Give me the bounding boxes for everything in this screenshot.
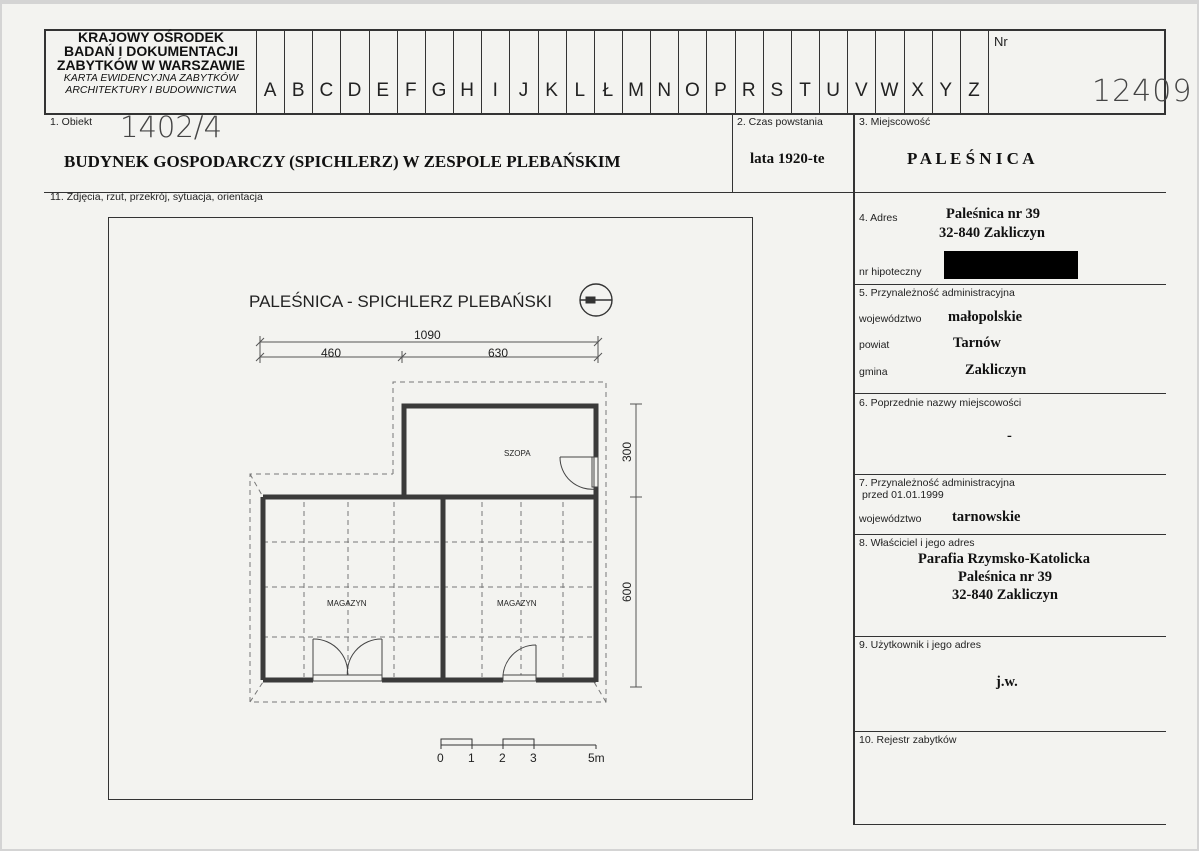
drawing-title: PALEŚNICA - SPICHLERZ PLEBAŃSKI (249, 292, 552, 311)
hipoteczny-label: nr hipoteczny (859, 266, 922, 278)
przed-date-label: przed 01.01.1999 (862, 489, 944, 501)
dim-top: 300 (620, 441, 634, 462)
scale-label-5m: 5m (588, 751, 605, 765)
dim-bottom: 600 (620, 581, 634, 602)
wlasciciel-line-1: Parafia Rzymsko-Katolicka (918, 551, 1090, 567)
letter-g: G (431, 80, 447, 101)
dim-left: 460 (321, 346, 342, 360)
row-divider (853, 824, 1166, 825)
letter-i: I (492, 80, 498, 101)
redaction-box (944, 251, 1078, 279)
letter-u: U (826, 80, 840, 101)
row-divider (853, 534, 1166, 535)
letter-d: D (347, 80, 362, 101)
record-card (2, 4, 1197, 849)
room-magazyn-2: MAGAZYN (497, 599, 537, 608)
zdjecia-label: 11. Zdjęcia, rzut, przekrój, sytuacja, orientacja (50, 191, 263, 203)
roof-outline (250, 382, 606, 702)
letter-r: R (741, 80, 756, 101)
wojewodztwo-label: województwo (859, 313, 922, 325)
letter-w: W (880, 80, 899, 101)
letter-h: H (460, 80, 474, 101)
letter-p: P (714, 80, 727, 101)
letter-y: Y (939, 80, 953, 101)
letter-ł: Ł (602, 80, 614, 101)
obiekt-handwritten-number: 1402/4 (120, 110, 223, 144)
adres-label: 4. Adres (859, 212, 898, 224)
letter-m: M (628, 80, 644, 101)
letter-f: F (405, 80, 417, 101)
col-divider (732, 115, 733, 192)
nr-label: Nr (994, 34, 1008, 49)
north-arrow-icon (580, 284, 612, 316)
row-divider (853, 474, 1166, 475)
letter-t: T (799, 80, 811, 101)
letter-a: A (263, 80, 277, 101)
row-divider (853, 636, 1166, 637)
gmina-label: gmina (859, 366, 888, 378)
card-type-line-2: ARCHITEKTURY I BUDOWNICTWA (65, 84, 237, 96)
adres-line-1: Paleśnica nr 39 (946, 206, 1040, 222)
letter-divider (988, 29, 989, 115)
scale-label-2: 2 (499, 751, 506, 765)
wlasciciel-line-3: 32-840 Zakliczyn (952, 587, 1058, 603)
letter-v: V (854, 80, 868, 101)
powiat-label: powiat (859, 339, 890, 351)
dim-right: 630 (488, 346, 509, 360)
miejscowosc-value: P A L E Ś N I C A (907, 149, 1035, 168)
letter-l: L (574, 80, 586, 101)
poprzednie-label: 6. Poprzednie nazwy miejscowości (859, 397, 1022, 409)
przynaleznosc2-label: 7. Przynależność administracyjna (859, 477, 1015, 489)
room-magazyn-1: MAGAZYN (327, 599, 367, 608)
letter-s: S (770, 80, 784, 101)
miejscowosc-label: 3. Miejscowość (859, 116, 931, 128)
scale-bar (441, 739, 596, 749)
scale-label-0: 0 (437, 751, 444, 765)
przynaleznosc-label: 5. Przynależność administracyjna (859, 287, 1015, 299)
floor-plan (108, 217, 753, 800)
obiekt-value: BUDYNEK GOSPODARCZY (SPICHLERZ) W ZESPOLE PLEBAŃSKIM (64, 152, 621, 171)
scale-label-1: 1 (468, 751, 475, 765)
row-divider (853, 393, 1166, 394)
letter-k: K (545, 80, 558, 101)
col-divider-main (853, 115, 855, 825)
uzytkownik-label: 9. Użytkownik i jego adres (859, 639, 981, 651)
rejestr-label: 10. Rejestr zabytków (859, 734, 957, 746)
poprzednie-value: - (1007, 428, 1012, 444)
dim-total: 1090 (414, 328, 441, 342)
letter-x: X (911, 80, 924, 101)
wlasciciel-line-2: Paleśnica nr 39 (958, 569, 1052, 585)
uzytkownik-value: j.w. (996, 674, 1018, 690)
letter-j: J (518, 80, 529, 101)
wojewodztwo-value: małopolskie (948, 309, 1023, 325)
letter-o: O (684, 80, 700, 101)
letter-e: E (376, 80, 390, 101)
wojewodztwo2-value: tarnowskie (952, 509, 1021, 525)
gmina-value: Zakliczyn (965, 362, 1027, 378)
org-line-2: BADAŃ I DOKUMENTACJI (64, 43, 238, 59)
scale-labels (437, 751, 605, 765)
door-icons (313, 457, 598, 681)
org-line-3: ZABYTKÓW W WARSZAWIE (56, 57, 246, 73)
letter-c: C (319, 80, 334, 101)
scale-label-3: 3 (530, 751, 537, 765)
wlasciciel-label: 8. Właściciel i jego adres (859, 537, 975, 549)
org-line-1: KRAJOWY OŚRODEK (78, 29, 224, 45)
wojewodztwo2-label: województwo (859, 513, 922, 525)
letter-z: Z (968, 80, 980, 101)
row-divider (853, 731, 1166, 732)
room-szopa: SZOPA (504, 449, 531, 458)
adres-line-2: 32-840 Zakliczyn (939, 225, 1045, 241)
obiekt-label: 1. Obiekt (50, 116, 93, 128)
letter-n: N (657, 80, 672, 101)
czas-value: lata 1920-te (750, 151, 825, 167)
card-type-line-1: KARTA EWIDENCYJNA ZABYTKÓW (63, 72, 239, 84)
organization-block (46, 30, 256, 96)
nr-handwritten-value: 12409 (1092, 74, 1193, 109)
powiat-value: Tarnów (953, 335, 1001, 351)
dimension-lines (256, 336, 642, 687)
letter-b: B (291, 80, 305, 101)
czas-label: 2. Czas powstania (737, 116, 823, 128)
row-divider (853, 284, 1166, 285)
